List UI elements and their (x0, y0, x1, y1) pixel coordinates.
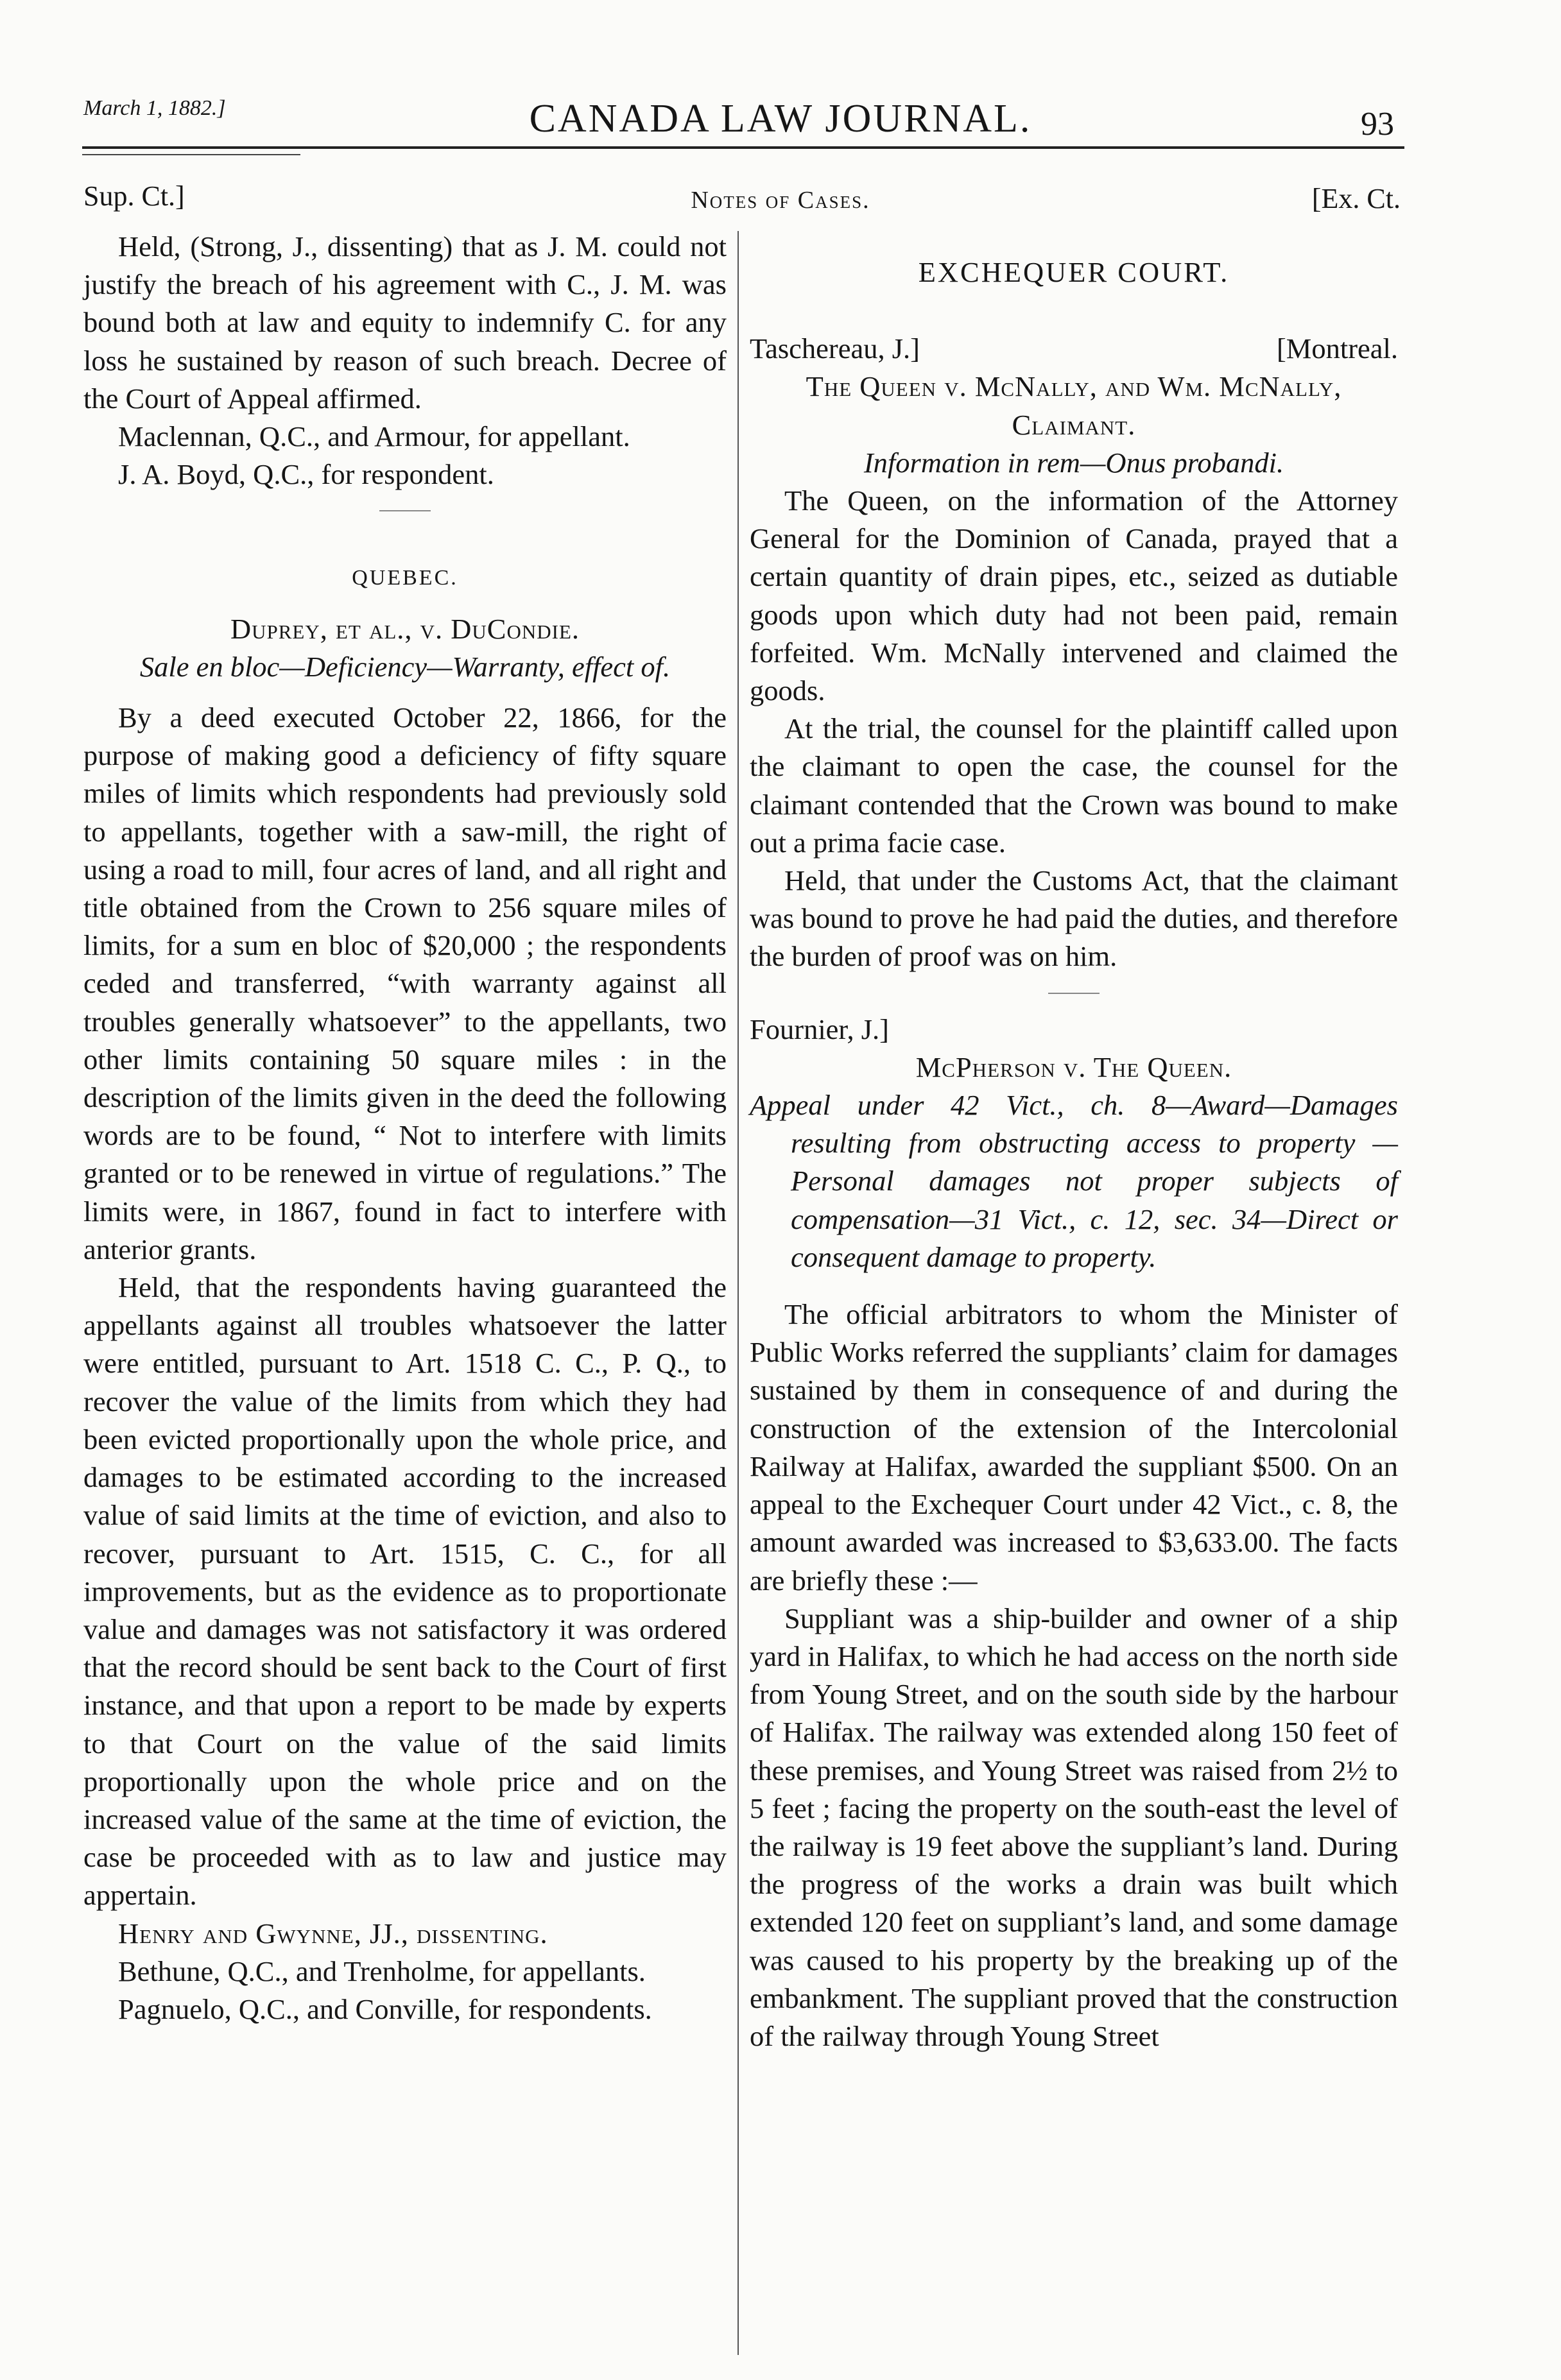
held-paragraph-1: Held, (Strong, J., dissenting) that as J. M. could not justify the breach of his agreement with C., J. M. was bound both at law and equity to indemnify C. for any loss he sustained by reason of such breach. Decree of the Court of Appeal affirmed. (83, 230, 727, 415)
page-number: 93 (1361, 106, 1394, 142)
right-column (750, 228, 1398, 2055)
court-right-label: [Ex. Ct. (1311, 183, 1401, 214)
case-title: Duprey, et al., v. DuCondie. (230, 612, 580, 645)
case-title-2: McPherson v. The Queen. (915, 1050, 1232, 1083)
trial-paragraph: At the trial, the counsel for the plaintiff called upon the claimant to open the case, the counsel for the claimant contended that the Crown was bound to make out a prima facie case. (750, 712, 1398, 859)
judge-name-1: Taschereau, J.] (750, 332, 920, 365)
column-divider (737, 231, 739, 2355)
section-divider (379, 510, 431, 511)
section-divider-2 (1048, 993, 1100, 994)
held-paragraph-2: Held, that the respondents having guaranteed the appellants against all troubles whatsoever the latter were entitled, pursuant to Art. 1518 C. C., P. Q., to recover the value of the limits from which they had been evicted proportionally upon the whole price, and damages to be estimated according to the increased value of said limits at the time of eviction, and also to recover, pursuant to Art. 1515, C. C., for all improvements, but as the evidence as to proportionate value and damages was not satisfactory it was ordered that the record should be sent back to the Court of first instance, and that upon a report to be made by experts to that Court on the value of the said limits proportionally upon the whole price and on the increased value of the same at the time of eviction, the case be proceeded with as to law and justice may appertain. (83, 1271, 727, 1912)
issue-date: March 1, 1882.] (83, 96, 226, 120)
province-heading: QUEBEC. (352, 566, 458, 590)
judge-line-1 (750, 330, 1398, 368)
section-title: Notes of Cases. (691, 187, 870, 214)
suppliant-paragraph: Suppliant was a ship-builder and owner of a ship yard in Halifax, to which he had access on the north side from Young Street, and on the south side by the harbour of Halifax. The railway was extended along 150 feet of these premises, and Young Street was raised from 2½ to 5 feet ; facing the property on the south-east the level of the railway is 19 feet above the suppliant’s land. During the progress of the works a drain was built which extended 120 feet on suppliant’s land, and some damage was caused to his property by the breaking up of the embankment. The suppliant proved that the construction of the railway through Young Street (750, 1602, 1398, 2052)
facts-paragraph: By a deed executed October 22, 1866, for the purpose of making good a deficiency of fifty square miles of limits which respondents had previously sold to appellants, together with a saw-mill, the right of using a road to mill, four acres of land, and all right and title obtained from the Crown to 256 square miles of limits, for a sum en bloc of $20,000 ; the respondents ceded and transferred, “with warranty against all troubles generally whatsoever” to the appellants, two other limits containing 50 square miles : in the description of the limits given in the deed the following words are to be found, “ Not to interfere with limits granted or to be renewed in virtue of regulations.” The limits were, in 1867, found in fact to interfere with anterior grants. (83, 701, 727, 1265)
arbitrators-paragraph: The official arbitrators to whom the Minister of Public Works referred the suppliants’ claim for damages sustained by them in consequence of and during the construction of the extension of the Intercolonial Railway at Halifax, awarded the suppliant $500. On an appeal to the Exchequer Court under 42 Vict., c. 8, the amount awarded was increased to $3,633.00. The facts are briefly these :— (750, 1298, 1398, 1597)
case-subject-1: Information in rem—Onus probandi. (863, 446, 1284, 479)
court-left-label: Sup. Ct.] (83, 180, 185, 212)
case-subject: Sale en bloc—Deficiency—Warranty, effect of. (139, 650, 671, 683)
court-heading: EXCHEQUER COURT. (918, 256, 1230, 288)
case-title-1: The Queen v. McNally, and Wm. McNally, Claimant. (806, 370, 1342, 441)
counsel-respondents: Pagnuelo, Q.C., and Conville, for respondents. (118, 1992, 652, 2025)
journal-title: CANADA LAW JOURNAL. (529, 97, 1032, 141)
left-column (83, 228, 727, 2028)
case-subject-2: Appeal under 42 Vict., ch. 8—Award—Damages resulting from obstructing access to property —Personal damages not proper subjects of compensation—31 Vict., c. 12, sec. 34—Direct or consequent damage to property. (750, 1089, 1398, 1273)
place-1: [Montreal. (1276, 332, 1398, 365)
header-rule (82, 146, 1404, 149)
header-rule-short (82, 154, 300, 155)
judge-name-2: Fournier, J.] (750, 1013, 889, 1045)
dissent-line: Henry and Gwynne, JJ., dissenting. (118, 1917, 548, 1949)
counsel-appellants: Bethune, Q.C., and Trenholme, for appellants. (118, 1955, 646, 1987)
information-paragraph: The Queen, on the information of the Attorney General for the Dominion of Canada, prayed that a certain quantity of drain pipes, etc., seized as dutiable goods upon which duty had not been paid, remain forfeited. Wm. McNally intervened and claimed the goods. (750, 484, 1398, 707)
counsel-respondent: J. A. Boyd, Q.C., for respondent. (118, 458, 494, 491)
counsel-appellant: Maclennan, Q.C., and Armour, for appellant. (118, 420, 630, 453)
held-paragraph-3: Held, that under the Customs Act, that the claimant was bound to prove he had paid the duties, and therefore the burden of proof was on him. (750, 864, 1398, 973)
